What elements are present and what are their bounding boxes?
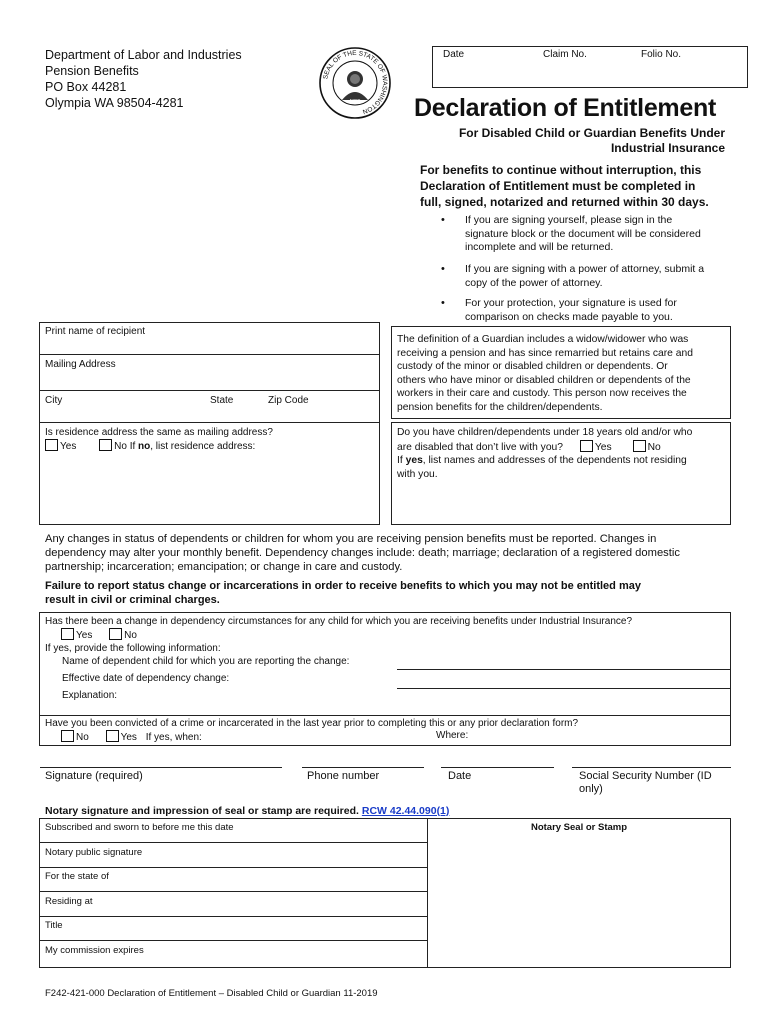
city-state-zip-field[interactable] [40,406,379,421]
dependents-list-field[interactable] [392,482,730,524]
notary-seal-label: Notary Seal or Stamp [530,822,628,833]
dependency-change-section: Has there been a change in dependency circumstances for any child for which you are receiving benefits under Industrial Insurance? Yes No If yes, provide the following information: [45,616,633,654]
residence-no-checkbox[interactable] [99,439,112,451]
print-name-label: Print name of recipient [45,326,146,337]
dependents-no-checkbox[interactable] [633,440,646,452]
office-use-box [432,46,748,88]
zip-label: Zip Code [268,395,309,406]
notice-line3: full, signed, notarized and returned within 30 days. [420,195,709,209]
failure-warning: Failure to report status change or incarcerations in order to receive benefits to which you may not be entitled may result in civil or criminal charges. [45,580,641,606]
residence-yes-checkbox[interactable] [45,439,58,451]
state-label: State [210,395,234,406]
effective-date-label: Effective date of dependency change: [62,673,230,684]
notary-row-commission: My commission expires [45,945,144,956]
dependency-change-question: Has there been a change in dependency circumstances for any child for which you are receiving benefits under Industrial Insurance? [45,616,633,627]
explanation-label: Explanation: [62,690,118,701]
list-item: If you are signing yourself, please sign in the signature block or the document will be considered incomplete and will be returned. [465,214,701,253]
notice-line1: For benefits to continue without interruption, this [420,163,702,177]
page-subtitle [459,126,725,156]
notary-heading: Notary signature and impression of seal or stamp are required. RCW 42.44.090(1) [45,805,450,817]
state-seal-icon [318,46,392,120]
bullet-icon: • [441,263,445,275]
changes-paragraph: Any changes in status of dependents or children for whom you are receiving pension benefits must be reported. Changes in dependency may alter your monthly benefit. Dependency changes include: death; marriage; declaration of a registered domestic partnership; incarceration; emancipation; or change in care and custody. [45,533,680,573]
list-item: For your protection, your signature is used for comparison on checks made payable to you. [465,297,677,323]
page-title: Declaration of Entitlement [414,94,716,122]
subtitle-line2: Industrial Insurance [610,141,725,155]
residence-address-field[interactable] [40,455,379,523]
notary-row-title: Title [45,920,63,931]
crime-question: Have you been convicted of a crime or incarcerated in the last year prior to completing this or any prior declaration form? [45,718,579,729]
seal-year: 1889 [349,99,361,105]
signature-label: Signature (required) [45,770,143,782]
when-label: If yes, when: [145,732,202,743]
dependency-no-checkbox[interactable] [109,628,122,640]
rcw-link[interactable]: RCW 42.44.090(1) [361,805,450,817]
agency-po-box: PO Box 44281 [45,80,127,94]
dependent-name-label: Name of dependent child for which you are reporting the change: [62,656,350,667]
claim-header: Claim No. [543,49,587,60]
mailing-address-field[interactable] [40,371,379,389]
form-footer: F242-421-000 Declaration of Entitlement – Disabled Child or Guardian 11-2019 [45,988,378,999]
date-header: Date [443,49,465,60]
phone-field[interactable] [302,767,424,768]
notary-row-state: For the state of [45,871,109,882]
where-label: Where: [436,730,469,741]
explanation-field[interactable] [140,689,730,714]
crime-section: Have you been convicted of a crime or incarcerated in the last year prior to completing this or any prior declaration form? No Yes If yes, when: [45,718,579,743]
date-field[interactable] [441,767,554,768]
subtitle-line1: For Disabled Child or Guardian Benefits Under [458,126,725,140]
crime-yes-checkbox[interactable] [106,730,119,742]
crime-no-checkbox[interactable] [61,730,74,742]
dependency-yes-checkbox[interactable] [61,628,74,640]
notary-row-signature: Notary public signature [45,847,143,858]
notice [420,162,709,210]
agency-city: Olympia WA 98504-4281 [45,96,184,110]
dependents-question: Do you have children/dependents under 18 years old and/or who are disabled that don’t live with you? Yes No If yes, list names and addresses of the dependents not residing with you. [397,427,693,480]
phone-label: Phone number [307,770,380,782]
agency-division: Pension Benefits [45,64,139,78]
folio-header: Folio No. [641,49,682,60]
date-label: Date [448,770,472,782]
city-label: City [45,395,63,406]
dependents-yes-checkbox[interactable] [580,440,593,452]
seal-text: SEAL OF THE STATE OF WASHINGTON [322,49,389,115]
agency-address [45,47,242,111]
notary-row-date: Subscribed and sworn to before me this date [45,822,234,833]
bullet-icon: • [441,214,445,226]
residence-question: Is residence address the same as mailing address? Yes No If no, list residence address: [45,427,273,452]
mailing-address-label: Mailing Address [45,359,116,370]
list-item: If you are signing with a power of attorney, submit a copy of the power of attorney. [465,263,705,289]
ssn-label: Social Security Number (ID only) [579,770,712,795]
agency-name: Department of Labor and Industries [45,48,242,62]
guardian-definition-text: The definition of a Guardian includes a widow/widower who was receiving a pension and has since remarried but retains care and custody of the minor or disabled children or dependents. Or others who have minor or disabled children or dependents of the workers in their care and custody. This person now receives the pension benefits for the children/dependents. [397,334,693,413]
notary-row-residing: Residing at [45,896,93,907]
signature-field[interactable] [40,767,282,768]
bullet-icon: • [441,297,445,309]
notice-line2: Declaration of Entitlement must be completed in [420,179,696,193]
print-name-field[interactable] [40,338,379,353]
dependent-name-field[interactable] [397,669,730,670]
ssn-field[interactable] [572,767,731,768]
